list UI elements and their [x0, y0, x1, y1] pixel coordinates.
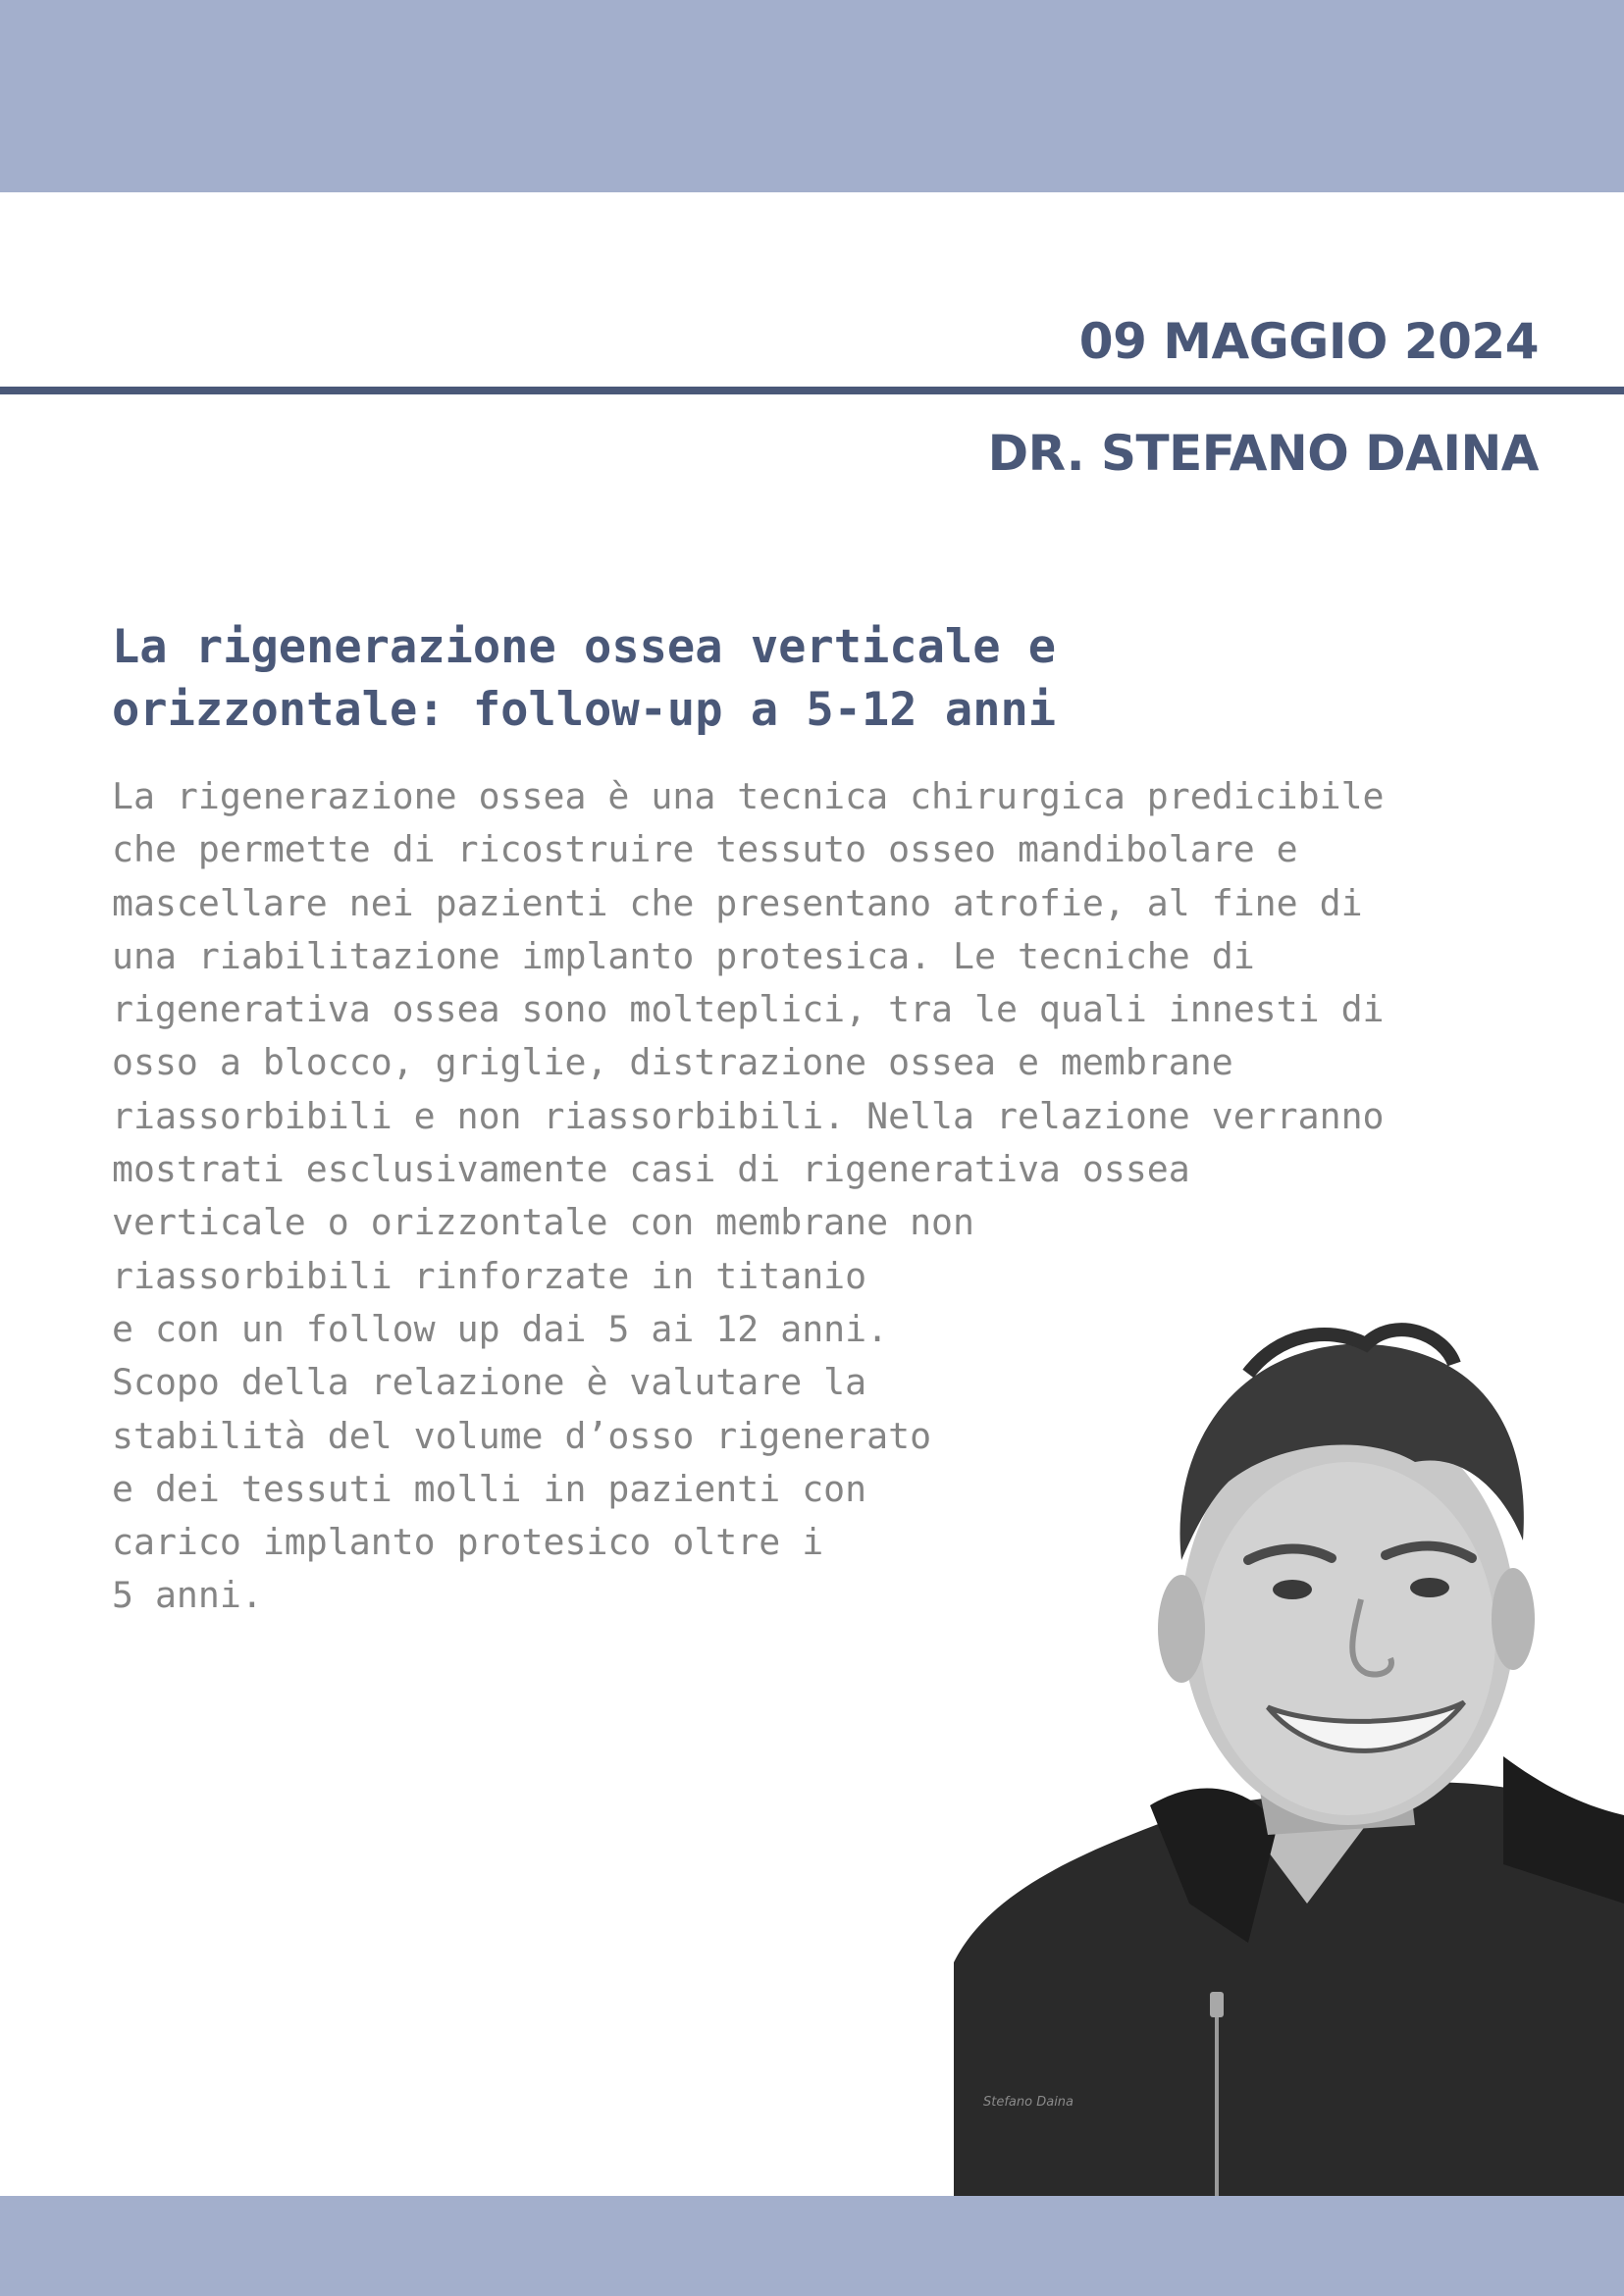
- top-color-band: [0, 0, 1624, 192]
- abstract-line: mascellare nei pazienti che presentano atrofie, al fine di: [112, 881, 1363, 924]
- abstract-line: osso a blocco, griglie, distrazione ossea e membrane: [112, 1041, 1233, 1084]
- abstract-line: 5 anni.: [112, 1574, 263, 1617]
- speaker-portrait-photo: [954, 1315, 1624, 2196]
- event-date: 09 MAGGIO 2024: [1078, 313, 1539, 370]
- abstract-line: Scopo della relazione è valutare la: [112, 1361, 867, 1404]
- svg-text:Stefano Daina: Stefano Daina: [983, 2095, 1074, 2110]
- abstract-line: e dei tessuti molli in pazienti con: [112, 1467, 867, 1510]
- abstract-line: una riabilitazione implanto protesica. Le tecniche di: [112, 934, 1255, 977]
- abstract-line: rigenerativa ossea sono molteplici, tra le quali innesti di: [112, 988, 1385, 1031]
- abstract-line: riassorbibili rinforzate in titanio: [112, 1254, 867, 1297]
- abstract-line: verticale o orizzontale con membrane non: [112, 1201, 974, 1244]
- abstract-line: e con un follow up dai 5 ai 12 anni.: [112, 1307, 889, 1350]
- abstract-line: mostrati esclusivamente casi di rigenerativa ossea: [112, 1148, 1190, 1191]
- abstract-line: stabilità del volume d’osso rigenerato: [112, 1414, 932, 1457]
- abstract-line: carico implanto protesico oltre i: [112, 1521, 824, 1564]
- abstract-line: riassorbibili e non riassorbibili. Nella relazione verranno: [112, 1094, 1385, 1137]
- speaker-name: DR. STEFANO DAINA: [987, 425, 1539, 482]
- bottom-color-band: [0, 2196, 1624, 2296]
- talk-title-line: orizzontale: follow-up a 5-12 anni: [112, 683, 1057, 737]
- abstract-line: La rigenerazione ossea è una tecnica chirurgica predicibile: [112, 775, 1385, 817]
- portrait-illustration: [954, 1315, 1624, 2196]
- talk-title-line: La rigenerazione ossea verticale e: [112, 620, 1057, 674]
- header-divider: [0, 387, 1624, 394]
- abstract-line: che permette di ricostruire tessuto osseo mandibolare e: [112, 828, 1298, 871]
- talk-title: [112, 616, 1388, 742]
